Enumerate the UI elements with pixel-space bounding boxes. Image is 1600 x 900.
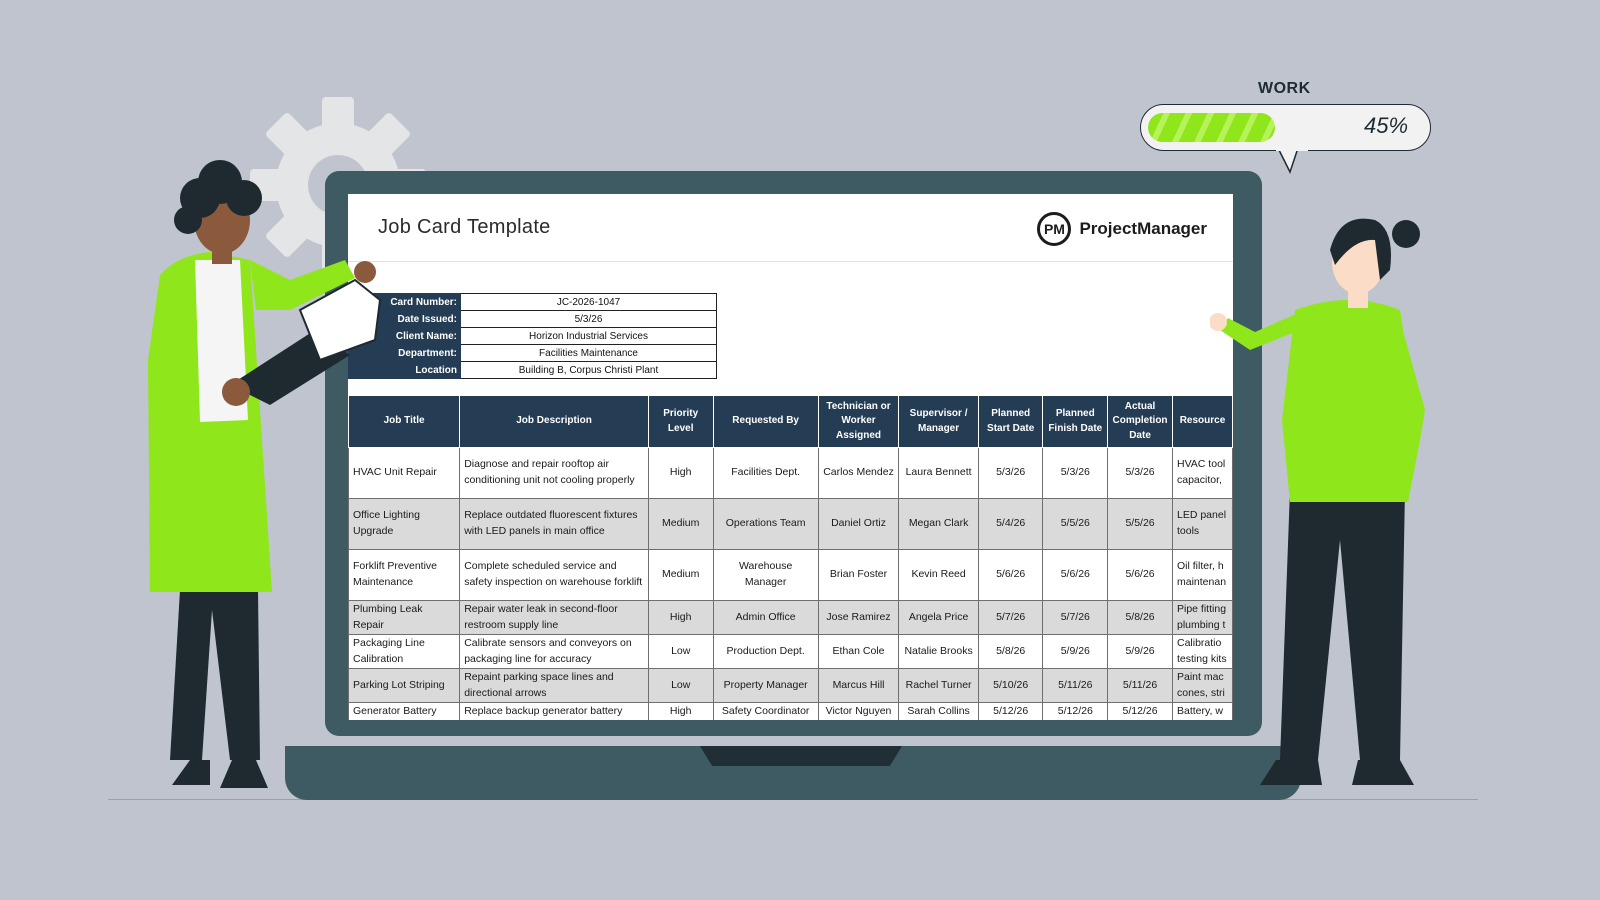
table-cell[interactable]: Low [648,669,713,703]
column-header[interactable]: Priority Level [648,396,713,448]
table-cell[interactable]: 5/12/26 [978,703,1043,721]
table-row [349,448,1233,499]
column-header[interactable]: Supervisor / Manager [899,396,979,448]
info-label: Date Issued: [349,311,461,328]
column-header[interactable]: Resource [1173,396,1233,448]
woman-with-clipboard-illustration [140,160,410,800]
table-cell[interactable]: 5/10/26 [978,669,1043,703]
table-cell[interactable]: 5/6/26 [978,550,1043,601]
brand [1037,212,1207,246]
table-cell[interactable]: 5/3/26 [978,448,1043,499]
info-label: Department: [349,345,461,362]
document-title: Job Card Template [378,216,551,238]
table-cell[interactable]: 5/4/26 [978,499,1043,550]
table-cell[interactable]: Brian Foster [818,550,899,601]
table-cell[interactable]: Jose Ramirez [818,601,899,635]
table-row [349,601,1233,635]
table-cell[interactable]: Megan Clark [899,499,979,550]
laptop-notch [700,746,902,766]
woman-pointing-illustration [1210,210,1460,800]
table-cell[interactable]: HVAC tool capacitor, [1173,448,1233,499]
table-row [349,635,1233,669]
table-cell[interactable]: 5/9/26 [1043,635,1108,669]
table-cell[interactable]: Carlos Mendez [818,448,899,499]
table-cell[interactable]: Marcus Hill [818,669,899,703]
table-cell[interactable]: Admin Office [713,601,818,635]
info-value[interactable]: JC-2026-1047 [461,294,717,311]
speech-tail-icon [1276,148,1308,174]
table-cell[interactable]: 5/8/26 [1108,601,1173,635]
table-cell[interactable]: 5/3/26 [1108,448,1173,499]
info-label: Client Name: [349,328,461,345]
table-cell[interactable]: Rachel Turner [899,669,979,703]
table-cell[interactable]: Medium [648,499,713,550]
column-header[interactable]: Planned Finish Date [1043,396,1108,448]
table-cell[interactable]: Parking Lot Striping [349,669,460,703]
table-cell[interactable]: 5/12/26 [1108,703,1173,721]
table-cell[interactable]: 5/5/26 [1043,499,1108,550]
table-cell[interactable]: Calibrate sensors and conveyors on packaging line for accuracy [460,635,649,669]
table-cell[interactable]: Victor Nguyen [818,703,899,721]
table-cell[interactable]: 5/12/26 [1043,703,1108,721]
brand-name: ProjectManager [1079,219,1207,238]
table-cell[interactable]: Forklift Preventive Maintenance [349,550,460,601]
table-cell[interactable]: Repaint parking space lines and directional arrows [460,669,649,703]
laptop-screen [348,194,1233,720]
info-label: Location [349,362,461,379]
table-cell[interactable]: Ethan Cole [818,635,899,669]
table-cell[interactable]: 5/6/26 [1043,550,1108,601]
table-cell[interactable]: 5/8/26 [978,635,1043,669]
document-header [348,194,1233,262]
table-cell[interactable]: Repair water leak in second-floor restroom supply line [460,601,649,635]
table-cell[interactable]: Safety Coordinator [713,703,818,721]
info-value[interactable]: 5/3/26 [461,311,717,328]
progress-percent: 45% [1364,113,1409,138]
table-cell[interactable]: 5/11/26 [1043,669,1108,703]
table-cell[interactable]: High [648,703,713,721]
table-cell[interactable]: Daniel Ortiz [818,499,899,550]
column-header[interactable]: Planned Start Date [978,396,1043,448]
table-cell[interactable]: Pipe fitting plumbing t [1173,601,1233,635]
table-cell[interactable]: Replace backup generator battery [460,703,649,721]
table-cell[interactable]: Battery, w [1173,703,1233,721]
info-value[interactable]: Horizon Industrial Services [461,328,717,345]
table-cell[interactable]: Natalie Brooks [899,635,979,669]
info-value[interactable]: Facilities Maintenance [461,345,717,362]
table-cell[interactable]: Calibratio testing kits [1173,635,1233,669]
table-cell[interactable]: 5/11/26 [1108,669,1173,703]
table-cell[interactable]: 5/7/26 [1043,601,1108,635]
column-header[interactable]: Technician or Worker Assigned [818,396,899,448]
table-cell[interactable]: Property Manager [713,669,818,703]
table-cell[interactable]: 5/7/26 [978,601,1043,635]
table-cell[interactable]: LED panel tools [1173,499,1233,550]
table-cell[interactable]: HVAC Unit Repair [349,448,460,499]
brand-logo-icon: PM [1037,212,1071,246]
progress-bar-fill [1148,113,1275,142]
table-cell[interactable]: Production Dept. [713,635,818,669]
jobs-table [348,395,1233,720]
table-cell[interactable]: Low [648,635,713,669]
table-cell[interactable]: Kevin Reed [899,550,979,601]
table-row [349,499,1233,550]
table-cell[interactable]: Replace outdated fluorescent fixtures with LED panels in main office [460,499,649,550]
table-cell[interactable]: Oil filter, h maintenan [1173,550,1233,601]
table-row [349,669,1233,703]
table-cell[interactable]: Medium [648,550,713,601]
table-cell[interactable]: Paint mac cones, stri [1173,669,1233,703]
table-cell[interactable]: Packaging Line Calibration [349,635,460,669]
table-cell[interactable]: 5/6/26 [1108,550,1173,601]
table-cell[interactable]: High [648,601,713,635]
table-cell[interactable]: Warehouse Manager [713,550,818,601]
table-cell[interactable]: 5/9/26 [1108,635,1173,669]
info-label: Card Number: [349,294,461,311]
column-header[interactable]: Job Title [349,396,460,448]
table-header-row [349,396,1233,448]
table-cell[interactable]: 5/5/26 [1108,499,1173,550]
table-cell[interactable]: High [648,448,713,499]
table-cell[interactable]: 5/3/26 [1043,448,1108,499]
table-cell[interactable]: Plumbing Leak Repair [349,601,460,635]
table-cell[interactable]: Generator Battery [349,703,460,721]
column-header[interactable]: Requested By [713,396,818,448]
table-cell[interactable]: Complete scheduled service and safety inspection on warehouse forklift [460,550,649,601]
progress-label: WORK [1258,80,1311,97]
table-cell[interactable]: Angela Price [899,601,979,635]
table-row [349,550,1233,601]
table-cell[interactable]: Sarah Collins [899,703,979,721]
table-cell[interactable]: Diagnose and repair rooftop air conditioning unit not cooling properly [460,448,649,499]
table-cell[interactable]: Facilities Dept. [713,448,818,499]
column-header[interactable]: Job Description [460,396,649,448]
table-cell[interactable]: Office Lighting Upgrade [349,499,460,550]
column-header[interactable]: Actual Completion Date [1108,396,1173,448]
table-row [349,703,1233,721]
info-value[interactable]: Building B, Corpus Christi Plant [461,362,717,379]
table-cell[interactable]: Operations Team [713,499,818,550]
table-cell[interactable]: Laura Bennett [899,448,979,499]
